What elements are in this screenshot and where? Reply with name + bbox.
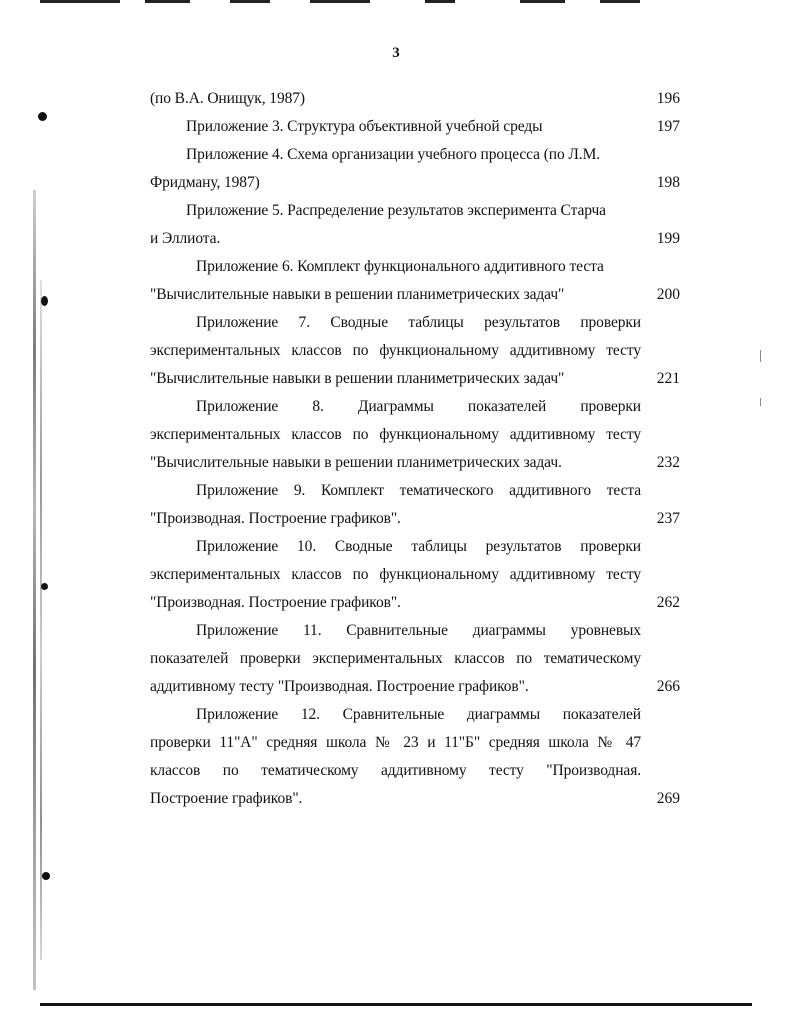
scan-edge-top xyxy=(600,0,640,3)
scan-blot xyxy=(38,112,47,121)
toc-entry-line: Приложение 10. Сводные таблицы результатов проверки xyxy=(196,538,641,555)
page-number: 3 xyxy=(392,45,400,61)
toc-entry-line: Фридману, 1987) xyxy=(150,174,260,191)
scan-edge-top xyxy=(310,0,370,3)
toc-entry-line: "Вычислительные навыки в решении планиметрических задач" xyxy=(150,286,565,303)
toc-entry-line: и Эллиота. xyxy=(150,230,221,247)
toc-entry-line: аддитивному тесту "Производная. Построение графиков". xyxy=(150,678,529,695)
scan-edge-left xyxy=(40,280,42,960)
toc-entry-line: (по В.А. Онищук, 1987) xyxy=(150,90,305,107)
scan-edge-top xyxy=(425,0,455,3)
toc-entry-line: Приложение 9. Комплект тематического аддитивного теста xyxy=(196,482,641,499)
scan-edge-bottom xyxy=(40,1003,752,1006)
scan-edge-top xyxy=(520,0,565,3)
toc-page-ref: 266 xyxy=(656,678,680,695)
toc-page-ref: 198 xyxy=(656,174,680,191)
toc-entry-line: экспериментальных классов по функциональному аддитивному тесту xyxy=(150,426,641,443)
toc-entry-line: "Вычислительные навыки в решении планиметрических задач. xyxy=(150,454,562,471)
toc-entry-line: экспериментальных классов по функциональному аддитивному тесту xyxy=(150,342,641,359)
toc-page-ref: 262 xyxy=(656,594,680,611)
toc-page-ref: 232 xyxy=(656,454,680,471)
toc-entry-line: классов по тематическому аддитивному тесту "Производная. xyxy=(150,762,641,779)
toc-page-ref: 197 xyxy=(656,118,680,135)
scan-edge-top xyxy=(230,0,270,3)
toc-entry-line: Приложение 8. Диаграммы показателей проверки xyxy=(196,398,641,415)
scan-edge-top xyxy=(145,0,190,3)
scan-edge-top xyxy=(40,0,120,3)
toc-page-ref: 200 xyxy=(656,286,680,303)
toc-page-ref: 221 xyxy=(656,370,680,387)
toc-entry-line: экспериментальных классов по функциональному аддитивному тесту xyxy=(150,566,641,583)
toc-entry-line: Приложение 5. Распределение результатов эксперимента Старча xyxy=(186,202,606,219)
toc-page-ref: 237 xyxy=(656,510,680,527)
scan-blot xyxy=(41,296,48,306)
toc-entry-line: Приложение 12. Сравнительные диаграммы показателей xyxy=(196,706,641,723)
scan-mark xyxy=(760,350,761,362)
toc-entry-line: Приложение 6. Комплект функционального аддитивного теста xyxy=(196,258,604,275)
toc-entry-line: Приложение 3. Структура объективной учебной среды xyxy=(186,118,543,135)
scan-mark xyxy=(760,398,761,406)
toc-entry-line: Приложение 11. Сравнительные диаграммы уровневых xyxy=(196,622,641,639)
toc-entry-line: "Вычислительные навыки в решении планиметрических задач" xyxy=(150,370,565,387)
toc-entry-line: "Производная. Построение графиков". xyxy=(150,594,401,611)
toc-entry-line: проверки 11"А" средняя школа № 23 и 11"Б" средняя школа № 47 xyxy=(150,734,641,751)
scan-blot xyxy=(41,583,48,590)
toc-page-ref: 196 xyxy=(656,90,680,107)
scan-edge-left xyxy=(33,190,36,990)
toc-entry-line: Построение графиков". xyxy=(150,790,303,807)
scan-blot xyxy=(42,872,50,880)
toc-entry-line: Приложение 4. Схема организации учебного процесса (по Л.М. xyxy=(186,146,601,163)
toc-entry-line: Приложение 7. Сводные таблицы результатов проверки xyxy=(196,314,641,331)
toc-page-ref: 269 xyxy=(656,790,680,807)
toc-page-ref: 199 xyxy=(656,230,680,247)
toc-entry-line: показателей проверки экспериментальных классов по тематическому xyxy=(150,650,641,667)
toc-entry-line: "Производная. Построение графиков". xyxy=(150,510,401,527)
